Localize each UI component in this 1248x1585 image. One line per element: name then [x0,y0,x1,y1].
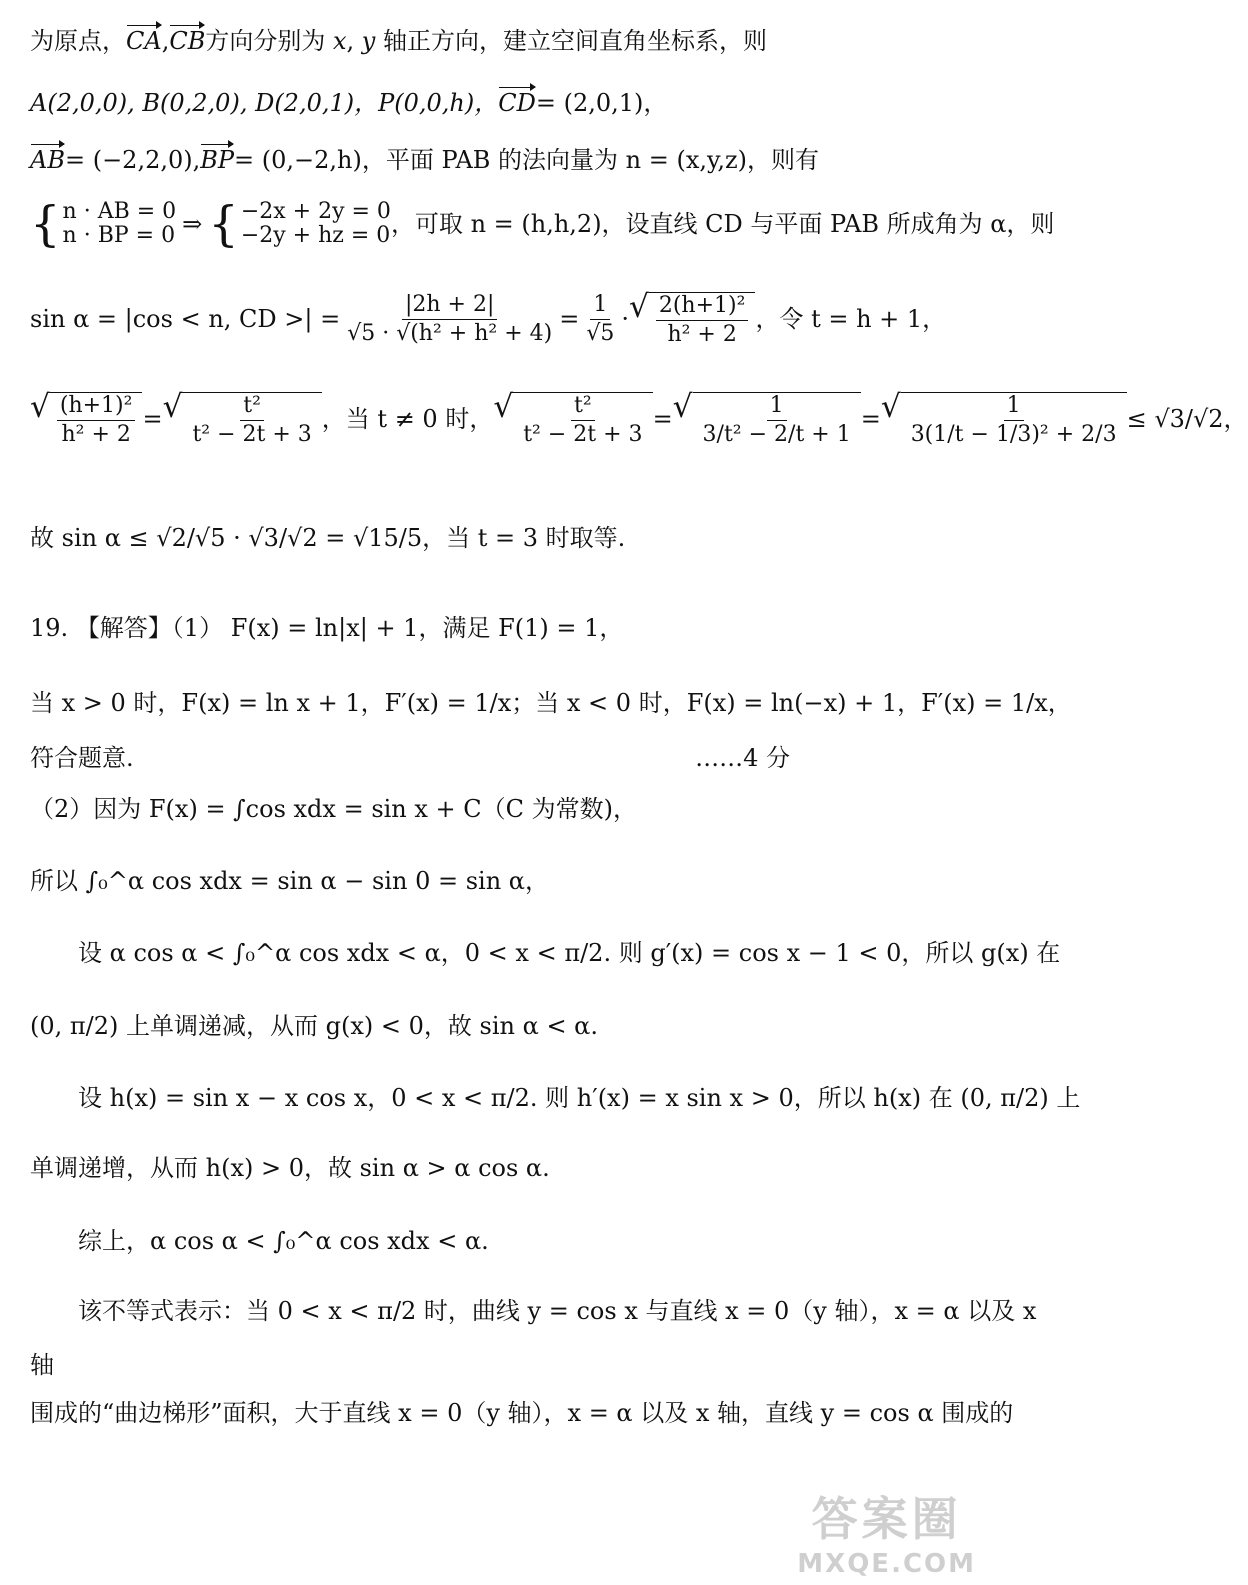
site-watermark: 答案圈 MXQE.COM [797,1492,976,1579]
text-line: 该不等式表示：当 0 < x < π/2 时，曲线 y = cos x 与直线 x = 0（y 轴），x = α 以及 x [78,1297,1037,1325]
substitution-equation: √ $\frac{\text{(h+1)²}}{\text{h² + 2}}$ = √ $\frac{\text{t²}}{\text{t² − 2t + 3}}$ ，当 t ≠ 0 时， √ $\frac{\text{t²}}{\text{t² − 2t + 3}}$ = √ $\frac{1}{\text{3/t² − 2/t + 1}}$ = √ $\frac{1}{\text{3(1/t − 1/3)² + 2/3}}$ ≤ √3/√2， [30,389,1248,448]
text-line: 单调递增，从而 h(x) > 0，故 sin α > α cos α. [30,1154,550,1182]
text-line: 所以 ∫₀^α cos xdx = sin α − sin 0 = sin α， [30,867,549,895]
text-line: A(2,0,0), B(0,2,0), D(2,0,1)，P(0,0,h)， CD = (2,0,1)， [30,89,668,117]
text-line: 设 h(x) = sin x − x cos x，0 < x < π/2. 则 h′(x) = x sin x > 0，所以 h(x) 在 (0, π/2) 上 [78,1084,1081,1112]
text-line: 围成的“曲边梯形”面积，大于直线 x = 0（y 轴），x = α 以及 x 轴，直线 y = cos α 围成的 [30,1399,1014,1427]
vector-cd: CD [498,89,536,117]
sin-alpha-equation: sin α = |cos < n, CD >| = $\frac{|2h + 2|}{\text{√5 · √(h² + h² + 4)}}$ = $\frac{1}{√5}$ · √ $\frac{\text{2(h+1)²}}{\text{h² + 2}}$ ，令 t = h + 1， [30,289,947,348]
vector-cb: CB [169,27,206,55]
text-line: （2）因为 F(x) = ∫cos xdx = sin x + C（C 为常数)， [30,795,638,823]
text-line: 轴 [30,1351,54,1379]
vector-ca: CA [126,27,162,55]
text-line: 设 α cos α < ∫₀^α cos xdx < α，0 < x < π/2. 则 g′(x) = cos x − 1 < 0，所以 g(x) 在 [78,939,1061,967]
score-mark: ……4 分 [695,744,790,772]
text-line: 综上，α cos α < ∫₀^α cos xdx < α. [78,1227,489,1255]
text-line: 当 x > 0 时，F(x) = ln x + 1，F′(x) = 1/x；当 x < 0 时，F(x) = ln(−x) + 1，F′(x) = 1/x， [30,689,1072,717]
text-line: 符合题意. ……4 分 [30,744,790,772]
equation-system: { n · AB = 0 n · BP = 0 ⇒ { −2x + 2y = 0 −2y + hz = 0 ，可取 n = (h,h,2)，设直线 CD 与平面 PAB 所成角为 α，则 [30,196,1055,253]
text-line: 为原点， CA , CB 方向分别为 x , y 轴正方向，建立空间直角坐标系，则 [30,27,767,55]
text-line: AB = (−2,2,0), BP = (0,−2,h)，平面 PAB 的法向量为 n = (x,y,z)，则有 [30,146,820,174]
answer-heading: 19. 【解答】（1） F(x) = ln|x| + 1，满足 F(1) = 1， [30,614,624,642]
text-line: (0, π/2) 上单调递减，从而 g(x) < 0，故 sin α < α. [30,1012,599,1040]
text-line: 故 sin α ≤ √2/√5 · √3/√2 = √15/5，当 t = 3 时取等. [30,524,626,552]
